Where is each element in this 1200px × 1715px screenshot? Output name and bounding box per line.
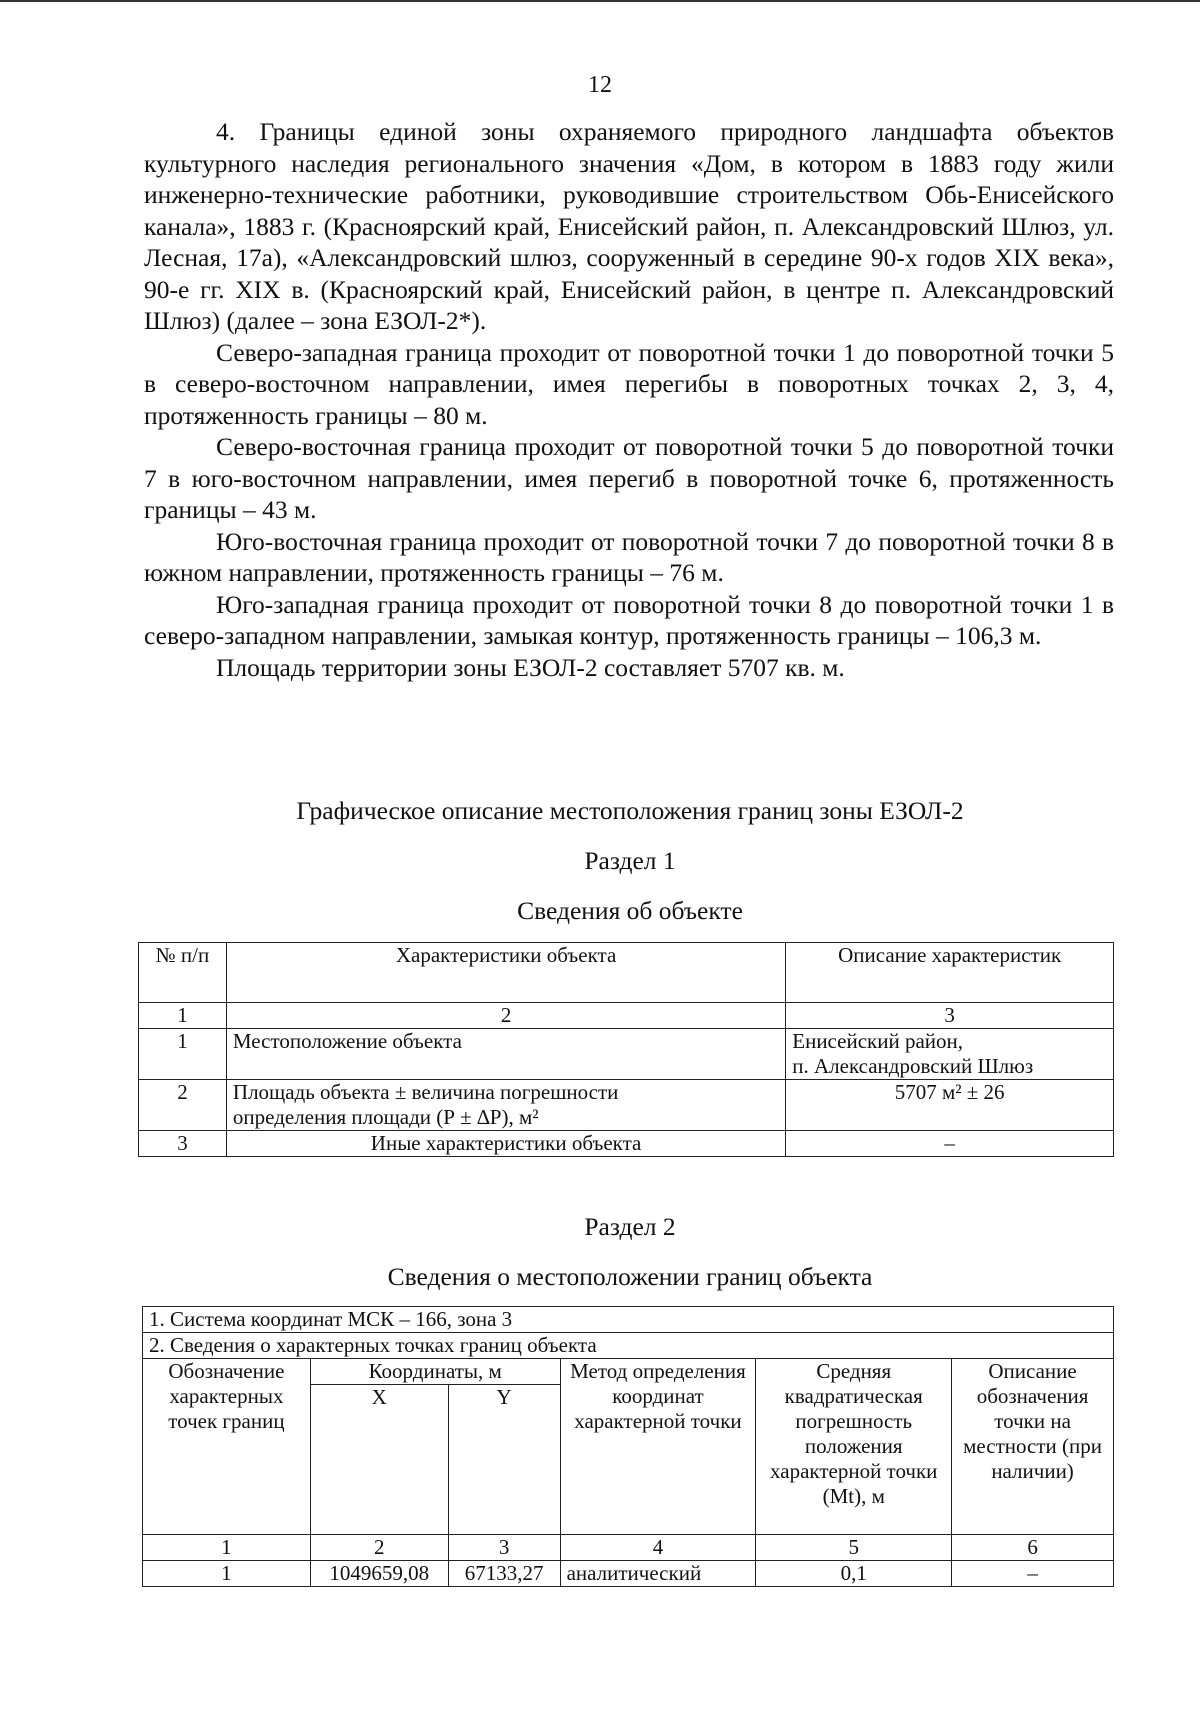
section2-title: Раздел 2 bbox=[584, 1212, 676, 1241]
point-error: 0,1 bbox=[756, 1561, 952, 1587]
index-cell: 5 bbox=[756, 1535, 952, 1561]
top-border-line bbox=[0, 0, 1200, 2]
section2-subtitle: Сведения о местоположении границ объекта bbox=[387, 1262, 873, 1291]
table-index-row bbox=[143, 1535, 1114, 1561]
header-y: Y bbox=[448, 1385, 560, 1535]
header-method: Метод определения координат характерной точки bbox=[560, 1359, 756, 1535]
point-y: 67133,27 bbox=[448, 1561, 560, 1587]
index-cell: 3 bbox=[786, 1003, 1114, 1029]
body-text bbox=[144, 116, 1114, 683]
point-description: – bbox=[952, 1561, 1114, 1587]
table-row bbox=[143, 1561, 1114, 1587]
coordinate-system: 1. Система координат МСК – 166, зона 3 bbox=[143, 1307, 1114, 1333]
row-characteristic: Иные характеристики объекта bbox=[226, 1131, 785, 1157]
table-index-row bbox=[139, 1003, 1114, 1029]
page-number: 12 bbox=[588, 72, 612, 98]
points-info-row bbox=[143, 1333, 1114, 1359]
paragraph-area: Площадь территории зоны ЕЗОЛ-2 составляет 5707 кв. м. bbox=[216, 652, 845, 682]
header-point-description: Описание обозначения точки на местности (при наличии) bbox=[952, 1359, 1114, 1535]
coordinate-system-row bbox=[143, 1307, 1114, 1333]
row-num: 2 bbox=[139, 1080, 227, 1131]
row-description: 5707 м² ± 26 bbox=[786, 1080, 1114, 1131]
header-characteristics: Характеристики объекта bbox=[226, 943, 785, 1003]
table-row bbox=[139, 1131, 1114, 1157]
description-line: п. Александровский Шлюз bbox=[792, 1054, 1034, 1078]
paragraph-northwest-border: Северо-западная граница проходит от поворотной точки 1 до поворотной точки 5 в северо-восточном направлении, имея перегибы в поворотных точках 2, 3, 4, протяженность границы – 80 м. bbox=[144, 337, 1114, 430]
row-description: – bbox=[786, 1131, 1114, 1157]
row-characteristic: Местоположение объекта bbox=[226, 1029, 785, 1080]
index-cell: 3 bbox=[448, 1535, 560, 1561]
table-row bbox=[139, 1080, 1114, 1131]
point-number: 1 bbox=[143, 1561, 311, 1587]
table-header-row bbox=[139, 943, 1114, 1003]
index-cell: 1 bbox=[139, 1003, 227, 1029]
table-header-row bbox=[143, 1359, 1114, 1385]
points-info: 2. Сведения о характерных точках границ объекта bbox=[143, 1333, 1114, 1359]
point-method: аналитический bbox=[560, 1561, 756, 1587]
characteristic-line: Площадь объекта ± величина погрешности bbox=[232, 1080, 619, 1104]
paragraph-northeast-border: Северо-восточная граница проходит от поворотной точки 5 до поворотной точки 7 в юго-восточном направлении, имея перегиб в поворотной точке 6, протяженность границы – 43 м. bbox=[144, 432, 1114, 524]
header-num: № п/п bbox=[139, 943, 227, 1003]
section1-subtitle: Сведения об объекте bbox=[517, 896, 743, 925]
description-line: Енисейский район, bbox=[792, 1029, 963, 1053]
boundary-points-table bbox=[142, 1306, 1114, 1587]
header-x: X bbox=[310, 1385, 448, 1535]
row-num: 3 bbox=[139, 1131, 227, 1157]
header-error: Средняя квадратическая погрешность положения характерной точки (Mt), м bbox=[756, 1359, 952, 1535]
index-cell: 2 bbox=[310, 1535, 448, 1561]
row-characteristic bbox=[226, 1080, 785, 1131]
paragraph-southeast-border: Юго-восточная граница проходит от поворотной точки 7 до поворотной точки 8 в южном направлении, протяженность границы – 76 м. bbox=[144, 526, 1114, 587]
index-cell: 1 bbox=[143, 1535, 311, 1561]
paragraph-zone-definition: 4. Границы единой зоны охраняемого природного ландшафта объектов культурного наследия регионального значения «Дом, в котором в 1883 году жили инженерно-технические работники, руководившие строительством Обь-Енисейского канала», 1883 г. (Красноярский край, Енисейский район, п. Александровский Шлюз, ул. Лесная, 17а), «Александровский шлюз, сооруженный в середине 90-х годов XIX века», 90-е гг. XIX в. (Красноярский край, Енисейский район, в центре п. Александровский Шлюз) (далее – зона ЕЗОЛ-2*). bbox=[144, 117, 1114, 335]
index-cell: 6 bbox=[952, 1535, 1114, 1561]
row-num: 1 bbox=[139, 1029, 227, 1080]
section1-title: Раздел 1 bbox=[584, 846, 676, 875]
row-description bbox=[786, 1029, 1114, 1080]
paragraph-southwest-border: Юго-западная граница проходит от поворотной точки 8 до поворотной точки 1 в северо-западном направлении, замыкая контур, протяженность границы – 106,3 м. bbox=[144, 589, 1114, 650]
index-cell: 4 bbox=[560, 1535, 756, 1561]
index-cell: 2 bbox=[226, 1003, 785, 1029]
object-info-table bbox=[138, 942, 1114, 1157]
characteristic-line: определения площади (Р ± ∆Р), м² bbox=[232, 1105, 539, 1129]
graphic-description-title: Графическое описание местоположения границ зоны ЕЗОЛ-2 bbox=[296, 796, 964, 825]
table-row bbox=[139, 1029, 1114, 1080]
header-designation: Обозначение характерных точек границ bbox=[143, 1359, 311, 1535]
header-description: Описание характеристик bbox=[786, 943, 1114, 1003]
header-coordinates: Координаты, м bbox=[310, 1359, 560, 1385]
point-x: 1049659,08 bbox=[310, 1561, 448, 1587]
